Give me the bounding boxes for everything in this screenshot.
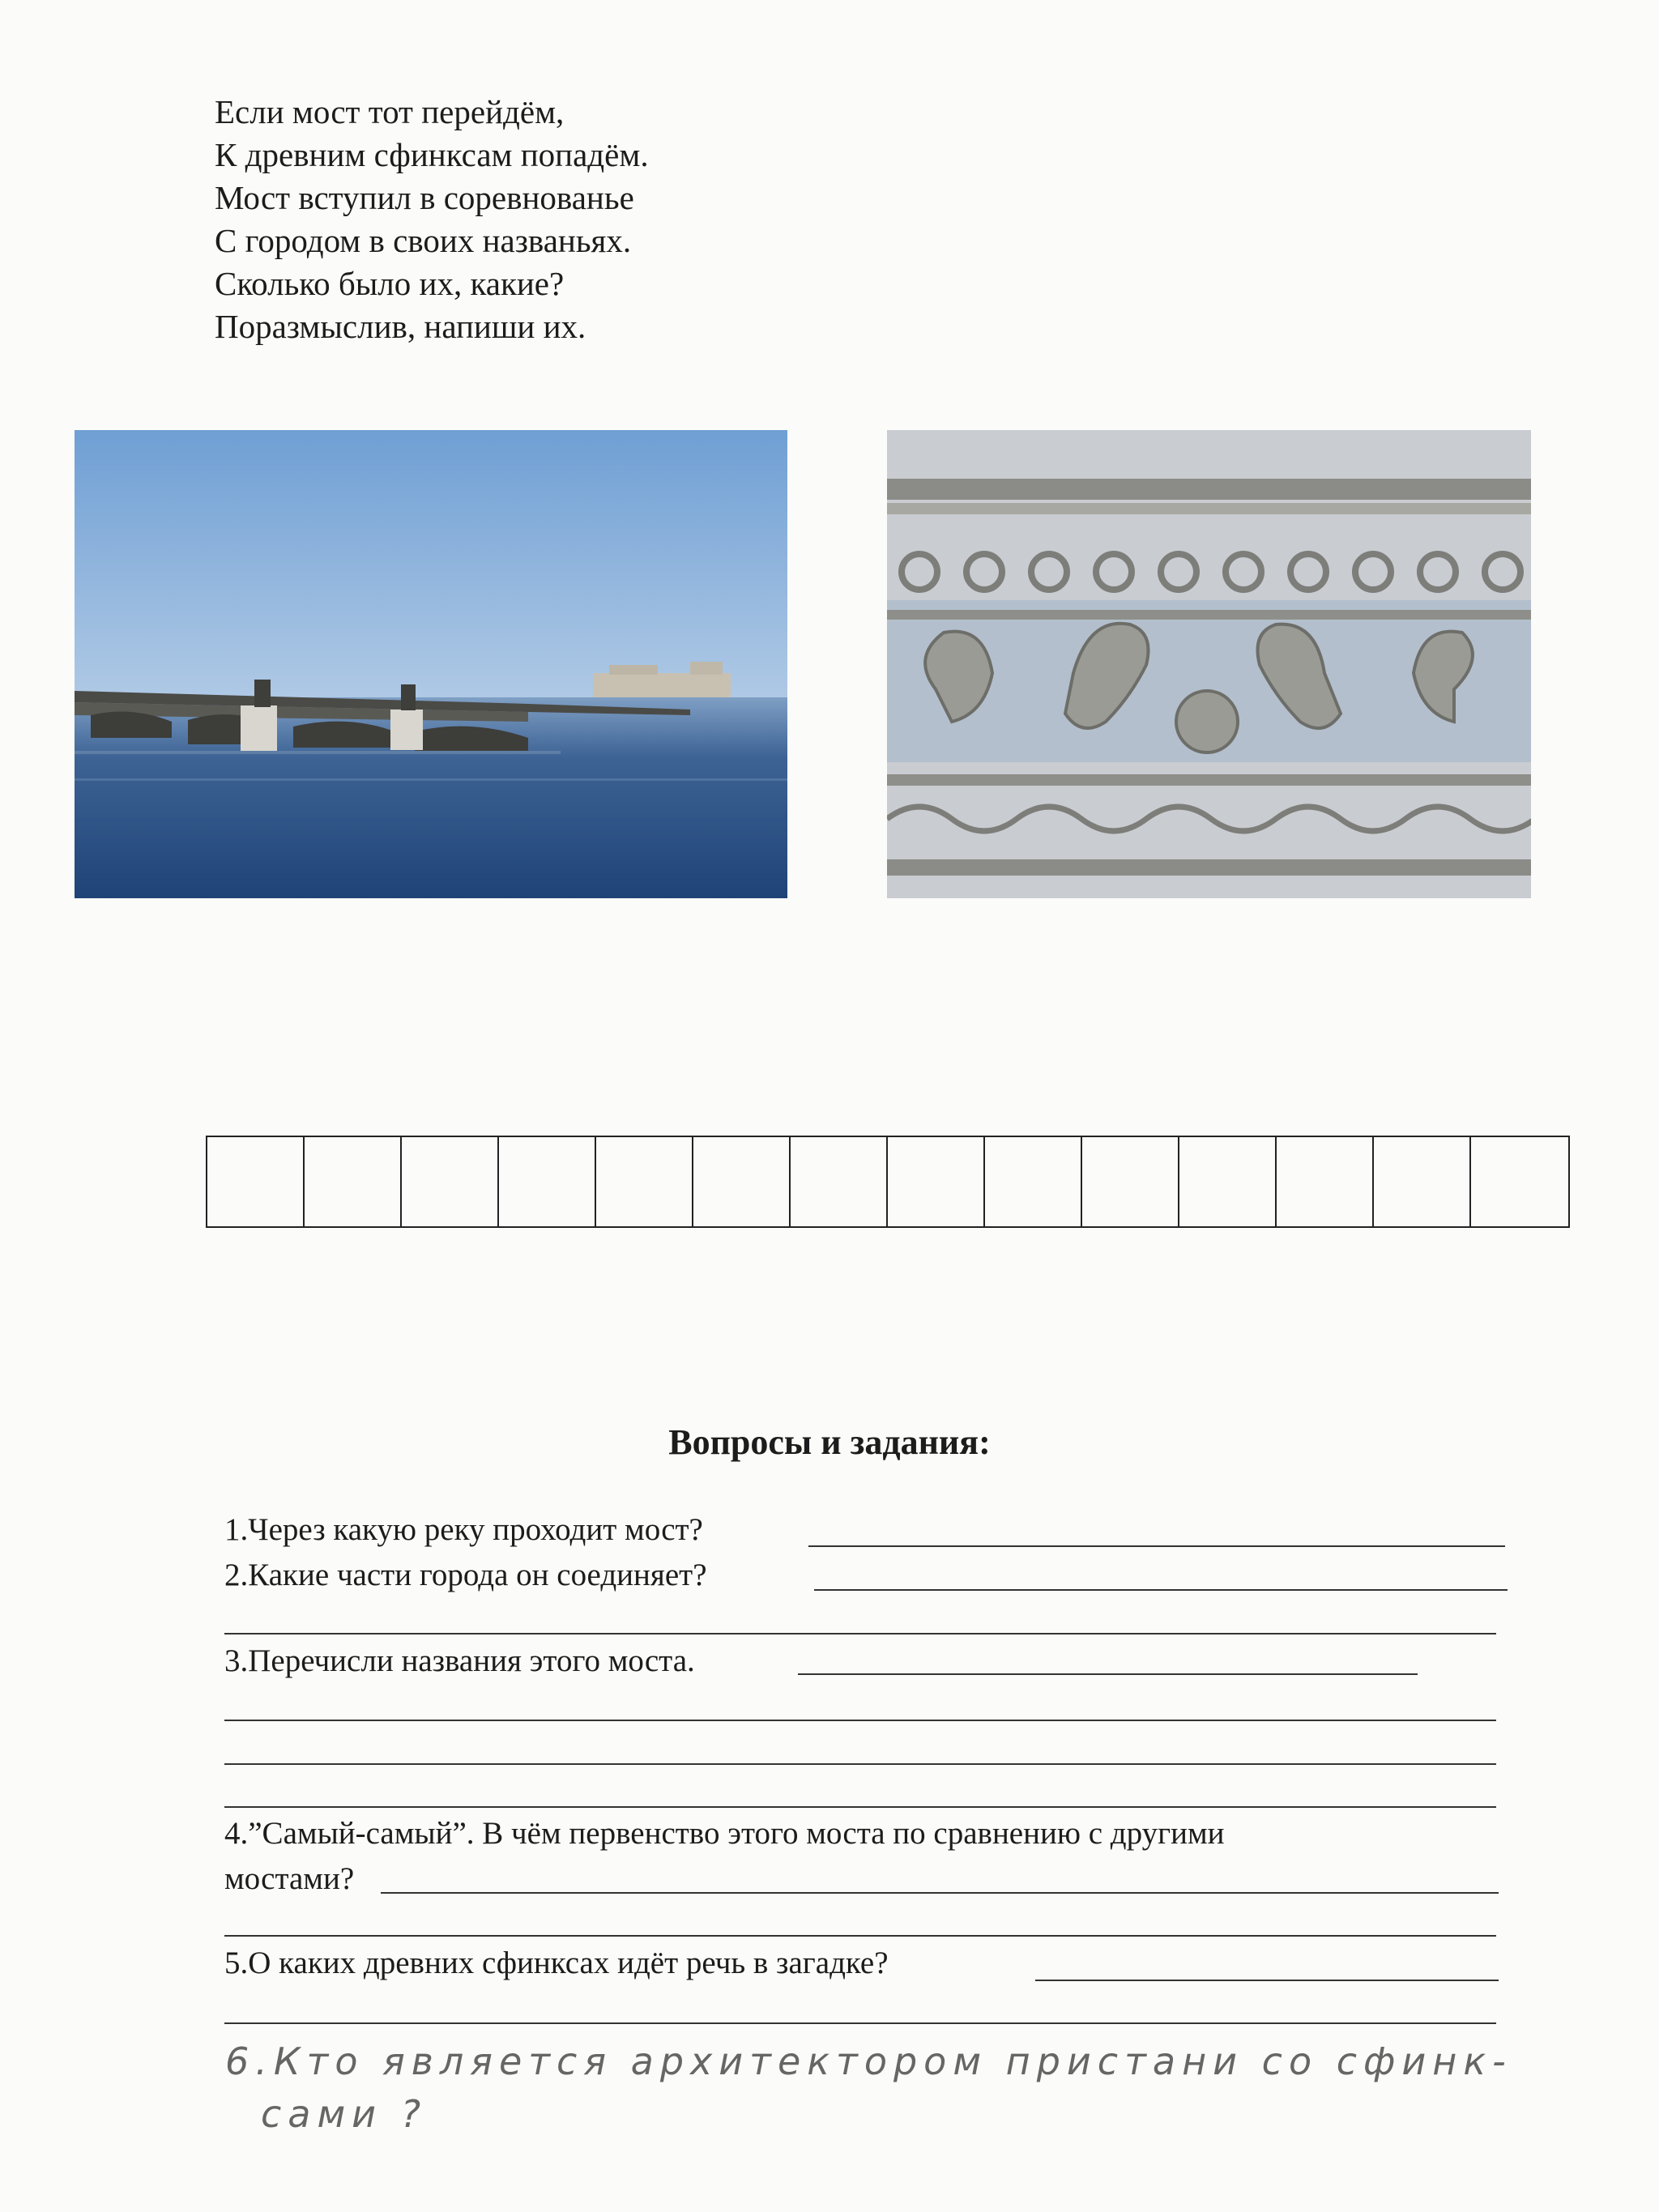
answer-line-4b[interactable] [224,1935,1496,1937]
letter-cell[interactable] [207,1137,305,1226]
poem-line: К древним сфинксам попадём. [215,136,649,173]
question-3: 3.Перечисли названия этого моста. [224,1643,695,1678]
poem-line: Сколько было их, какие? [215,265,565,302]
answer-line-3c[interactable] [224,1763,1496,1765]
answer-line-5b[interactable] [224,2022,1496,2024]
letter-cell[interactable] [693,1137,791,1226]
handwritten-question-6: 6.Кто является архитектором пристани со сфинк- [225,2039,1512,2083]
question-1: 1.Через какую реку проходит мост? [224,1512,703,1547]
handwritten-question-6-continued: сами ? [261,2092,428,2136]
letter-cell[interactable] [596,1137,693,1226]
letter-cell[interactable] [1082,1137,1179,1226]
letter-cell[interactable] [985,1137,1082,1226]
poem-line: Мост вступил в соревнованье [215,179,634,216]
letter-cell[interactable] [402,1137,499,1226]
letter-cell[interactable] [888,1137,985,1226]
letter-cell[interactable] [1374,1137,1471,1226]
answer-letter-grid[interactable] [206,1136,1570,1228]
answer-line-2[interactable] [814,1589,1508,1591]
railing-photo [887,430,1531,898]
answer-line-3b[interactable] [224,1720,1496,1721]
answer-line-3d[interactable] [224,1806,1496,1808]
answer-line-4[interactable] [381,1892,1499,1894]
poem [215,91,649,348]
answer-line-3[interactable] [798,1673,1418,1675]
bridge-photo [75,430,787,898]
poem-line: Поразмыслив, напиши их. [215,308,586,345]
question-2: 2.Какие части города он соединяет? [224,1558,707,1592]
question-4-continued: мостами? [224,1861,355,1896]
letter-cell[interactable] [1277,1137,1374,1226]
question-5: 5.О каких древних сфинксах идёт речь в загадке? [224,1946,889,1980]
answer-line-5[interactable] [1035,1980,1499,1981]
letter-cell[interactable] [791,1137,888,1226]
letter-cell[interactable] [1471,1137,1568,1226]
letter-cell[interactable] [1179,1137,1277,1226]
letter-cell[interactable] [499,1137,596,1226]
poem-line: Если мост тот перейдём, [215,93,565,130]
question-4: 4.”Самый-самый”. В чём первенство этого моста по сравнению с другими [224,1816,1225,1851]
poem-line: С городом в своих названьях. [215,222,632,259]
letter-cell[interactable] [305,1137,402,1226]
answer-line-2b[interactable] [224,1633,1496,1634]
section-title: Вопросы и задания: [668,1422,991,1462]
answer-line-1[interactable] [808,1545,1505,1547]
